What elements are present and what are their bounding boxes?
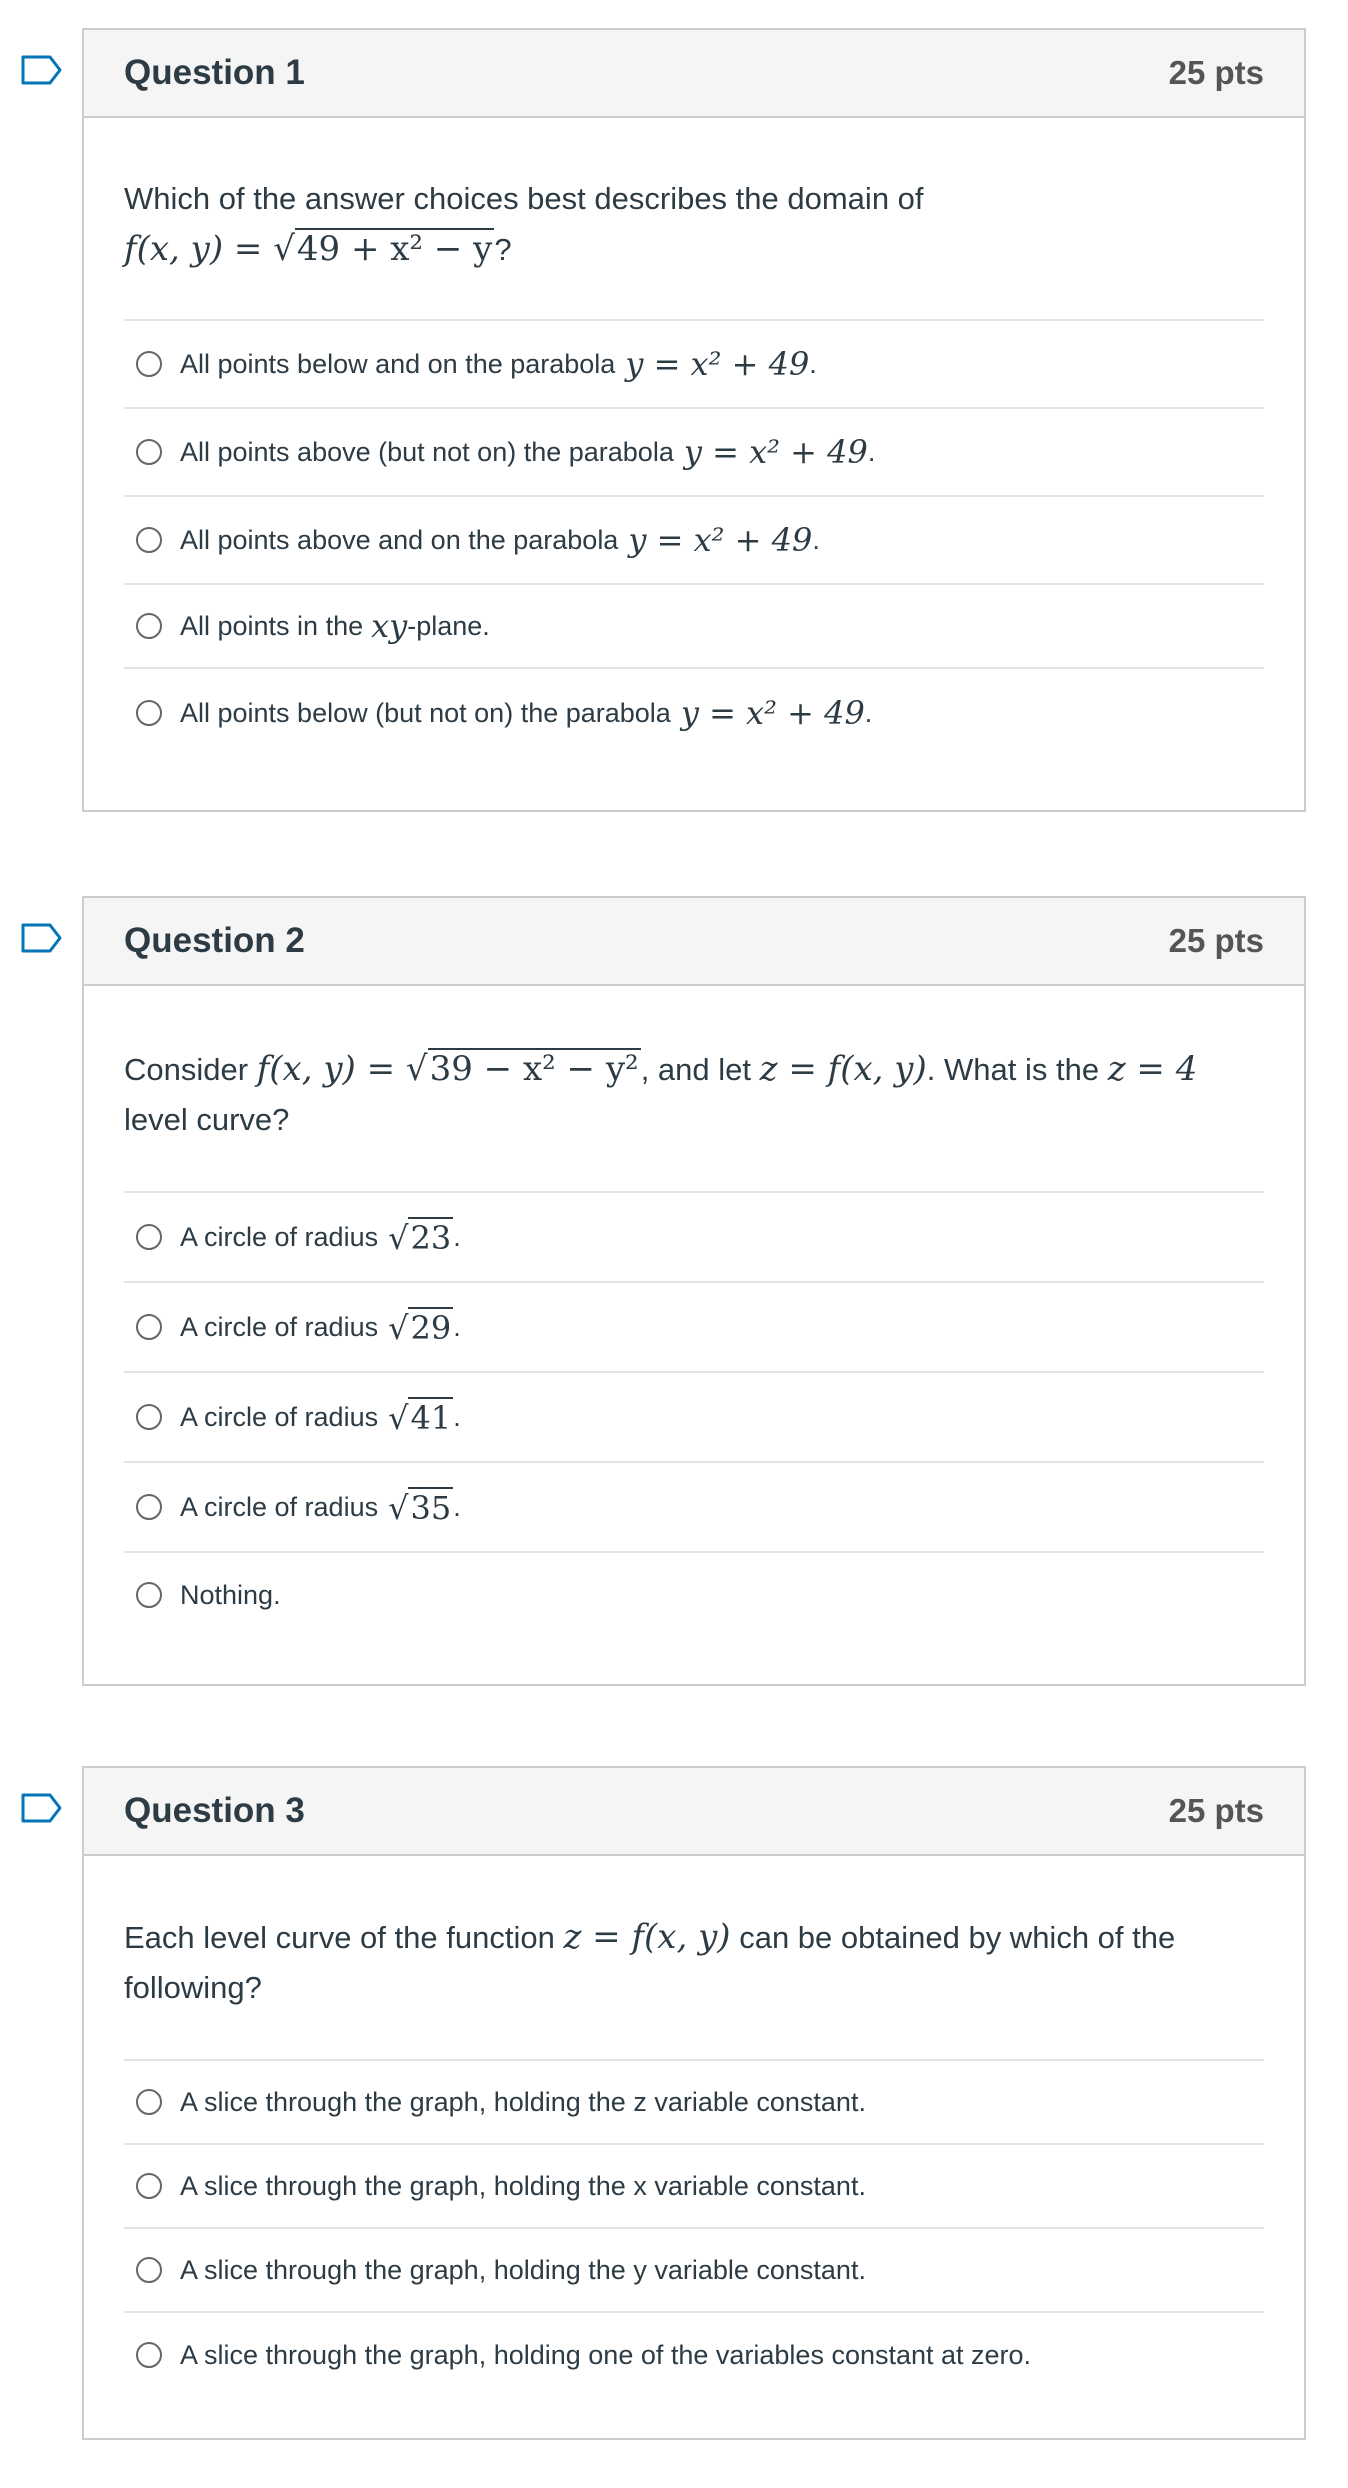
question-title: Question 1	[124, 53, 305, 92]
prompt-math: z = f(x, y)	[759, 1049, 927, 1089]
question-title: Question 3	[124, 1791, 305, 1830]
question-prompt	[124, 1856, 1264, 2059]
answer-suffix: .	[453, 1311, 461, 1342]
radio-button[interactable]	[136, 1224, 162, 1250]
question-card-1	[82, 28, 1306, 812]
answer-text: A slice through the graph, holding the z variable constant.	[180, 2086, 866, 2117]
answer-math: xy	[371, 607, 408, 645]
question-prompt	[124, 118, 1264, 319]
flag-question-icon[interactable]	[20, 54, 64, 86]
answer-math: y = x² + 49	[680, 694, 865, 732]
prompt-math: f(x, y) = √39 − x² − y²	[256, 1049, 639, 1089]
question-header	[84, 1768, 1304, 1856]
answer-text: All points below and on the parabola	[180, 348, 616, 379]
answer-math: √35	[388, 1489, 452, 1527]
answer-option[interactable]	[124, 2145, 1264, 2229]
prompt-text: Consider	[124, 1052, 249, 1087]
answer-suffix: .	[812, 524, 820, 555]
answer-text: A circle of radius	[180, 1401, 379, 1432]
prompt-text: level curve?	[124, 1102, 290, 1137]
answer-text: A slice through the graph, holding the x variable constant.	[180, 2170, 866, 2201]
radio-button[interactable]	[136, 439, 162, 465]
radio-button[interactable]	[136, 2257, 162, 2283]
prompt-text: Each level curve of the function	[124, 1920, 555, 1955]
answer-text: All points in the	[180, 610, 364, 641]
answer-text: A circle of radius	[180, 1311, 379, 1342]
answer-math: √29	[388, 1309, 452, 1347]
answer-list	[124, 2059, 1264, 2397]
flag-question-icon[interactable]	[20, 922, 64, 954]
radio-button[interactable]	[136, 351, 162, 377]
answer-suffix: .	[867, 436, 876, 467]
prompt-math: f(x, y) = √49 + x² − y	[124, 229, 493, 269]
question-points: 25 pts	[1168, 922, 1264, 959]
answer-suffix: .	[453, 1221, 461, 1252]
answer-text: A slice through the graph, holding one of the variables constant at zero.	[180, 2339, 1032, 2370]
answer-option[interactable]	[124, 2061, 1264, 2145]
answer-option[interactable]	[124, 1193, 1264, 1283]
prompt-text: , and let	[640, 1052, 752, 1087]
question-points: 25 pts	[1168, 1792, 1264, 1829]
radio-button[interactable]	[136, 2173, 162, 2199]
radio-button[interactable]	[136, 1404, 162, 1430]
question-card-2	[82, 896, 1306, 1686]
radio-button[interactable]	[136, 1582, 162, 1608]
answer-suffix: .	[864, 697, 873, 728]
answer-text: A circle of radius	[180, 1491, 379, 1522]
answer-option[interactable]	[124, 2313, 1264, 2397]
answer-text: A slice through the graph, holding the y variable constant.	[180, 2254, 866, 2285]
answer-text: All points above (but not on) the parabola	[180, 436, 674, 467]
answer-suffix: .	[809, 348, 817, 379]
answer-math: y = x² + 49	[628, 521, 813, 559]
answer-option[interactable]	[124, 409, 1264, 497]
radio-button[interactable]	[136, 1494, 162, 1520]
answer-option[interactable]	[124, 1283, 1264, 1373]
question-prompt	[124, 986, 1264, 1191]
question-card-3	[82, 1766, 1306, 2440]
answer-list	[124, 1191, 1264, 1637]
answer-text: All points below (but not on) the parabola	[180, 697, 671, 728]
answer-option[interactable]	[124, 585, 1264, 669]
answer-option[interactable]	[124, 669, 1264, 757]
prompt-math: z = 4	[1107, 1049, 1198, 1089]
question-header	[84, 30, 1304, 118]
radio-button[interactable]	[136, 527, 162, 553]
answer-option[interactable]	[124, 497, 1264, 585]
answer-list	[124, 319, 1264, 757]
answer-math: √23	[388, 1219, 452, 1257]
answer-option[interactable]	[124, 2229, 1264, 2313]
answer-suffix: .	[453, 1491, 461, 1522]
radio-button[interactable]	[136, 1314, 162, 1340]
answer-math: √41	[388, 1399, 452, 1437]
answer-suffix: .	[453, 1401, 461, 1432]
flag-question-icon[interactable]	[20, 1792, 64, 1824]
answer-math: y = x² + 49	[683, 433, 868, 471]
answer-option[interactable]	[124, 1553, 1264, 1637]
answer-option[interactable]	[124, 321, 1264, 409]
prompt-text: can be obtained by which of the following?	[124, 1920, 1176, 2005]
answer-option[interactable]	[124, 1373, 1264, 1463]
answer-text: All points above and on the parabola	[180, 524, 619, 555]
prompt-end: ?	[494, 232, 512, 267]
answer-text: A circle of radius	[180, 1221, 379, 1252]
answer-math: y = x² + 49	[625, 345, 810, 383]
question-title: Question 2	[124, 921, 305, 960]
radio-button[interactable]	[136, 613, 162, 639]
prompt-text: . What is the	[926, 1052, 1100, 1087]
prompt-math: z = f(x, y)	[563, 1917, 731, 1957]
answer-suffix: -plane.	[407, 610, 490, 641]
question-points: 25 pts	[1168, 54, 1264, 91]
prompt-text: Which of the answer choices best describes the domain of	[124, 181, 924, 216]
answer-option[interactable]	[124, 1463, 1264, 1553]
radio-button[interactable]	[136, 2342, 162, 2368]
radio-button[interactable]	[136, 700, 162, 726]
answer-text: Nothing.	[180, 1579, 281, 1610]
question-header	[84, 898, 1304, 986]
radio-button[interactable]	[136, 2089, 162, 2115]
